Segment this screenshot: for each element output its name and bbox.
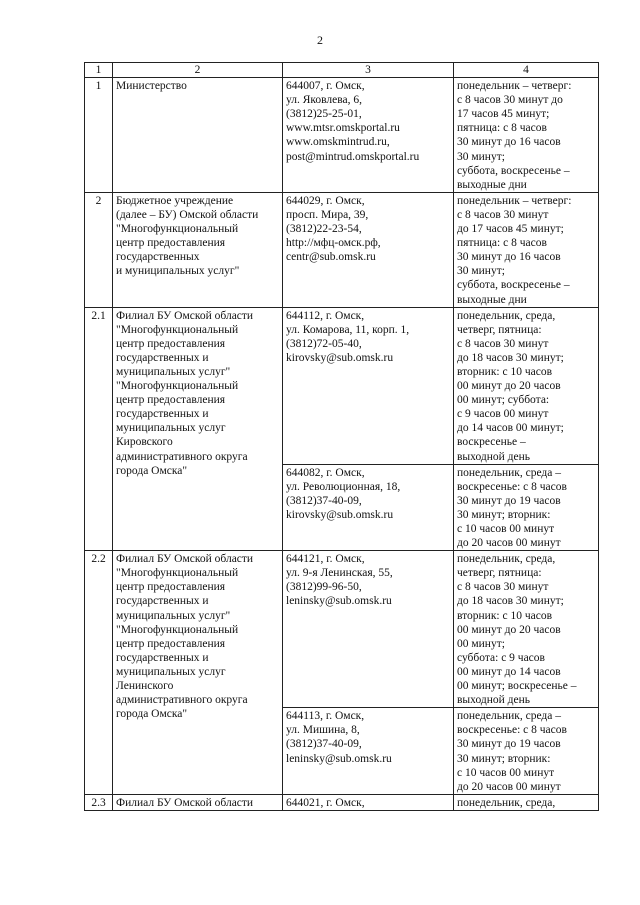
address-line: 644082, г. Омск, bbox=[286, 466, 365, 479]
working-hours-line: 00 минут до 14 часов bbox=[457, 665, 561, 678]
organization-name-line: Бюджетное учреждение bbox=[116, 194, 234, 207]
organization-name-line: "Многофункциональный bbox=[116, 380, 239, 393]
organization-name-line: административного округа bbox=[116, 694, 248, 707]
working-hours-line: 30 минут до 19 часов bbox=[457, 494, 561, 507]
organization-name-line: и муниципальных услуг" bbox=[116, 265, 240, 278]
header-cell: 4 bbox=[454, 63, 599, 78]
working-hours-cell bbox=[454, 307, 599, 464]
organization-name-line: города Омска" bbox=[116, 464, 188, 477]
working-hours-line: вторник: с 10 часов bbox=[457, 609, 553, 622]
organization-name-line: муниципальных услуг" bbox=[116, 365, 231, 378]
address-line: 644007, г. Омск, bbox=[286, 80, 365, 93]
working-hours-line: 00 минут; воскресенье – bbox=[457, 680, 577, 693]
address-line: www.mtsr.omskportal.ru bbox=[286, 122, 400, 135]
address-cell bbox=[283, 794, 454, 810]
working-hours-cell bbox=[454, 708, 599, 795]
header-cell: 2 bbox=[113, 63, 283, 78]
organization-name-cell bbox=[113, 551, 283, 795]
organization-name-cell bbox=[113, 78, 283, 193]
address-cell bbox=[283, 551, 454, 708]
working-hours-line: 30 минут до 16 часов bbox=[457, 136, 561, 149]
organization-name-line: государственных bbox=[116, 251, 200, 264]
address-cell bbox=[283, 464, 454, 551]
organization-name-line: Министерство bbox=[116, 80, 187, 93]
address-line: (3812)22-23-54, bbox=[286, 223, 362, 236]
working-hours-cell bbox=[454, 794, 599, 810]
address-line: (3812)99-96-50, bbox=[286, 581, 362, 594]
working-hours-line: с 8 часов 30 минут bbox=[457, 337, 549, 350]
offices-table bbox=[84, 62, 599, 811]
organization-name-line: (далее – БУ) Омской области bbox=[116, 208, 259, 221]
address-line: 644113, г. Омск, bbox=[286, 710, 365, 723]
header-cell: 1 bbox=[85, 63, 113, 78]
organization-name-line: города Омска" bbox=[116, 708, 188, 721]
working-hours-line: воскресенье – bbox=[457, 436, 526, 449]
row-number: 2.3 bbox=[85, 794, 113, 810]
organization-name-line: Ленинского bbox=[116, 680, 174, 693]
working-hours-line: выходной день bbox=[457, 694, 531, 707]
working-hours-line: 30 минут; bbox=[457, 150, 505, 163]
organization-name-line: Кировского bbox=[116, 436, 173, 449]
organization-name-line: Филиал БУ Омской области bbox=[116, 796, 254, 809]
working-hours-line: суббота, воскресенье – bbox=[457, 279, 570, 292]
address-line: (3812)25-25-01, bbox=[286, 108, 362, 121]
address-cell bbox=[283, 307, 454, 464]
working-hours-line: понедельник, среда – bbox=[457, 466, 561, 479]
working-hours-cell bbox=[454, 192, 599, 307]
address-line: 644112, г. Омск, bbox=[286, 309, 365, 322]
working-hours-line: выходные дни bbox=[457, 293, 527, 306]
working-hours-line: до 20 часов 00 минут bbox=[457, 537, 561, 550]
address-line: ул. Мишина, 8, bbox=[286, 724, 360, 737]
address-line: 644029, г. Омск, bbox=[286, 194, 365, 207]
address-cell bbox=[283, 192, 454, 307]
address-line: www.omskmintrud.ru, bbox=[286, 136, 390, 149]
working-hours-line: с 10 часов 00 минут bbox=[457, 523, 555, 535]
table-row bbox=[85, 307, 599, 464]
organization-name-line: центр предоставления bbox=[116, 337, 226, 350]
header-cell: 3 bbox=[283, 63, 454, 78]
working-hours-line: 30 минут до 19 часов bbox=[457, 738, 561, 751]
organization-name-line: центр предоставления bbox=[116, 394, 226, 407]
address-line: http://мфц-омск.рф, bbox=[286, 237, 381, 250]
address-cell bbox=[283, 708, 454, 795]
address-line: 644121, г. Омск, bbox=[286, 553, 365, 566]
working-hours-cell bbox=[454, 78, 599, 193]
working-hours-line: 00 минут; bbox=[457, 637, 505, 650]
address-line: leninsky@sub.omsk.ru bbox=[286, 752, 392, 765]
working-hours-line: вторник: с 10 часов bbox=[457, 365, 553, 378]
working-hours-line: до 18 часов 30 минут; bbox=[457, 351, 564, 364]
working-hours-line: понедельник, среда, bbox=[457, 796, 556, 809]
address-line: leninsky@sub.omsk.ru bbox=[286, 595, 392, 608]
address-line: ул. Революционная, 18, bbox=[286, 480, 401, 493]
offices-table-body bbox=[85, 63, 599, 811]
working-hours-line: понедельник, среда, bbox=[457, 553, 556, 566]
organization-name-cell bbox=[113, 307, 283, 551]
organization-name-cell bbox=[113, 192, 283, 307]
address-line: ул. Комарова, 11, корп. 1, bbox=[286, 323, 410, 336]
working-hours-line: выходные дни bbox=[457, 178, 527, 191]
organization-name-cell bbox=[113, 794, 283, 810]
organization-name-line: центр предоставления bbox=[116, 637, 226, 650]
organization-name-line: административного округа bbox=[116, 450, 248, 463]
address-line: (3812)72-05-40, bbox=[286, 337, 362, 350]
working-hours-line: суббота: с 9 часов bbox=[457, 651, 545, 664]
working-hours-line: 17 часов 45 минут; bbox=[457, 108, 550, 121]
address-line: kirovsky@sub.omsk.ru bbox=[286, 351, 394, 364]
working-hours-line: 30 минут; вторник: bbox=[457, 508, 551, 521]
working-hours-line: 00 минут до 20 часов bbox=[457, 623, 561, 636]
table-row bbox=[85, 78, 599, 193]
organization-name-line: центр предоставления bbox=[116, 237, 226, 250]
organization-name-line: "Многофункциональный bbox=[116, 223, 239, 236]
organization-name-line: государственных и bbox=[116, 351, 209, 364]
working-hours-cell bbox=[454, 551, 599, 708]
address-line: kirovsky@sub.omsk.ru bbox=[286, 508, 394, 521]
organization-name-line: муниципальных услуг bbox=[116, 665, 226, 678]
working-hours-line: четверг, пятница: bbox=[457, 567, 542, 580]
table-header-row bbox=[85, 63, 599, 78]
row-number: 2 bbox=[85, 192, 113, 307]
working-hours-line: выходной день bbox=[457, 450, 531, 463]
address-line: ул. 9-я Ленинская, 55, bbox=[286, 567, 393, 580]
organization-name-line: Филиал БУ Омской области bbox=[116, 553, 254, 566]
working-hours-cell bbox=[454, 464, 599, 551]
table-row bbox=[85, 192, 599, 307]
working-hours-line: понедельник – четверг: bbox=[457, 194, 572, 207]
row-number: 1 bbox=[85, 78, 113, 193]
address-cell bbox=[283, 78, 454, 193]
table-row bbox=[85, 794, 599, 810]
working-hours-line: пятница: с 8 часов bbox=[457, 237, 547, 250]
working-hours-line: понедельник, среда, bbox=[457, 309, 556, 322]
organization-name-line: центр предоставления bbox=[116, 581, 226, 594]
address-line: centr@sub.omsk.ru bbox=[286, 251, 376, 264]
working-hours-line: понедельник, среда – bbox=[457, 710, 561, 723]
address-line: post@mintrud.omskportal.ru bbox=[286, 150, 420, 163]
organization-name-line: "Многофункциональный bbox=[116, 567, 239, 580]
organization-name-line: "Многофункциональный bbox=[116, 623, 239, 636]
working-hours-line: до 17 часов 45 минут; bbox=[457, 223, 564, 236]
working-hours-line: с 10 часов 00 минут bbox=[457, 766, 555, 779]
working-hours-line: до 18 часов 30 минут; bbox=[457, 595, 564, 608]
working-hours-line: 00 минут; суббота: bbox=[457, 394, 550, 407]
row-number: 2.2 bbox=[85, 551, 113, 795]
working-hours-line: 00 минут до 20 часов bbox=[457, 380, 561, 393]
organization-name-line: Филиал БУ Омской области bbox=[116, 309, 254, 322]
page-number: 2 bbox=[317, 33, 323, 47]
working-hours-line: понедельник – четверг: bbox=[457, 80, 572, 93]
working-hours-line: четверг, пятница: bbox=[457, 323, 542, 336]
working-hours-line: 30 минут до 16 часов bbox=[457, 251, 561, 264]
organization-name-line: государственных и bbox=[116, 651, 209, 664]
working-hours-line: с 8 часов 30 минут до bbox=[457, 94, 563, 107]
address-line: (3812)37-40-09, bbox=[286, 494, 362, 507]
working-hours-line: пятница: с 8 часов bbox=[457, 122, 547, 135]
working-hours-line: суббота, воскресенье – bbox=[457, 164, 570, 177]
row-number: 2.1 bbox=[85, 307, 113, 551]
working-hours-line: воскресенье: с 8 часов bbox=[457, 480, 567, 493]
working-hours-line: с 9 часов 00 минут bbox=[457, 408, 549, 421]
address-line: 644021, г. Омск, bbox=[286, 796, 365, 809]
organization-name-line: муниципальных услуг" bbox=[116, 609, 231, 622]
organization-name-line: "Многофункциональный bbox=[116, 323, 239, 336]
organization-name-line: государственных и bbox=[116, 408, 209, 421]
working-hours-line: с 8 часов 30 минут bbox=[457, 208, 549, 221]
organization-name-line: государственных и bbox=[116, 595, 209, 608]
working-hours-line: с 8 часов 30 минут bbox=[457, 581, 549, 594]
working-hours-line: 30 минут; bbox=[457, 265, 505, 278]
working-hours-line: 30 минут; вторник: bbox=[457, 752, 551, 765]
address-line: ул. Яковлева, 6, bbox=[286, 94, 363, 107]
table-row bbox=[85, 551, 599, 708]
working-hours-line: до 14 часов 00 минут; bbox=[457, 422, 564, 435]
working-hours-line: воскресенье: с 8 часов bbox=[457, 724, 567, 737]
address-line: (3812)37-40-09, bbox=[286, 738, 362, 751]
working-hours-line: до 20 часов 00 минут bbox=[457, 780, 561, 793]
address-line: просп. Мира, 39, bbox=[286, 208, 369, 221]
organization-name-line: муниципальных услуг bbox=[116, 422, 226, 435]
